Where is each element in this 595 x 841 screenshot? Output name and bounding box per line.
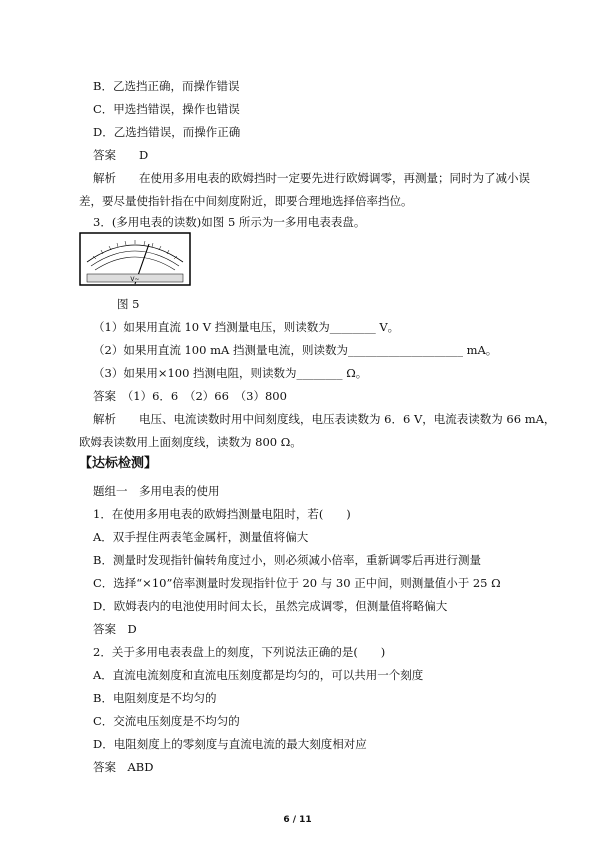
option-c: C．选择“×10”倍率测量时发现指针位于 20 与 30 正中间，则测量值小于 25 Ω xyxy=(93,576,501,590)
option-a: A．双手捏住两表笔金属杆，测量值将偏大 xyxy=(93,530,309,544)
option-d: D．欧姆表内的电池使用时间太长，虽然完成调零，但测量值将略偏大 xyxy=(93,599,448,613)
option-d: D．电阻刻度上的零刻度与直流电流的最大刻度相对应 xyxy=(93,737,367,751)
section-title: 【达标检测】 xyxy=(79,456,158,471)
explanation-line: 解析 电压、电流读数时用中间刻度线，电压表读数为 6．6 V，电流表读数为 66 mA， xyxy=(93,412,556,426)
sub-question-1: （1）如果用直流 10 V 挡测量电压，则读数为________ V。 xyxy=(93,320,400,334)
option-b: B．电阻刻度是不均匀的 xyxy=(93,691,217,705)
answer-line: 答案 （1）6．6 （2）66 （3）800 xyxy=(93,389,287,403)
option-b: B．测量时发现指针偏转角度过小，则必须减小倍率，重新调零后再进行测量 xyxy=(93,553,481,567)
question-2: 2．关于多用电表表盘上的刻度，下列说法正确的是( ) xyxy=(93,645,386,659)
option-b: B．乙选挡正确，而操作错误 xyxy=(93,79,240,93)
sub-question-3: （3）如果用×100 挡测电阻，则读数为________ Ω。 xyxy=(93,366,368,380)
explanation-line: 差，要尽量使指针指在中间刻度附近，即要合理地选择倍率挡位。 xyxy=(79,194,413,208)
explanation-line: 欧姆表读数用上面刻度线，读数为 800 Ω。 xyxy=(79,435,302,449)
option-a: A．直流电流刻度和直流电压刻度都是均匀的，可以共用一个刻度 xyxy=(93,668,424,682)
question-1: 1．在使用多用电表的欧姆挡测量电阻时，若( ) xyxy=(93,507,351,521)
answer-line: 答案 D xyxy=(93,622,137,636)
option-c: C．甲选挡错误，操作也错误 xyxy=(93,102,240,116)
answer-line: 答案 D xyxy=(93,148,149,162)
option-c: C．交流电压刻度是不均匀的 xyxy=(93,714,240,728)
multimeter-dial-figure xyxy=(79,232,191,286)
explanation-line: 解析 在使用多用电表的欧姆挡时一定要先进行欧姆调零，再测量；同时为了减小误 xyxy=(93,171,530,185)
topic-group: 题组一 多用电表的使用 xyxy=(93,484,220,498)
dial-label: V~ xyxy=(130,276,140,283)
page-number: 6 / 11 xyxy=(283,815,312,825)
sub-question-2: （2）如果用直流 100 mA 挡测量电流，则读数为____________________ mA。 xyxy=(93,343,498,357)
answer-line: 答案 ABD xyxy=(93,760,154,774)
question-3: 3．(多用电表的读数)如图 5 所示为一多用电表表盘。 xyxy=(93,215,366,229)
option-d: D．乙选挡错误，而操作正确 xyxy=(93,125,241,139)
figure-caption: 图 5 xyxy=(117,297,140,311)
